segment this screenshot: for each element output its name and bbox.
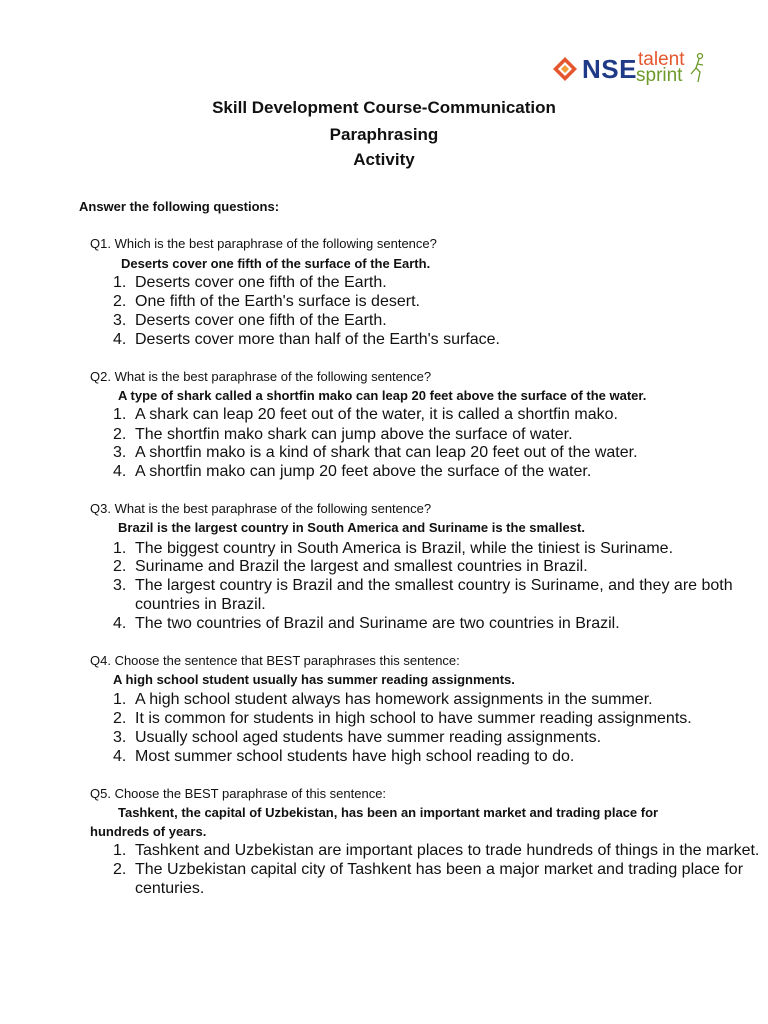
logo-nse-text: NSE <box>582 54 637 84</box>
question-sentence: Deserts cover one fifth of the surface of the Earth. <box>121 256 431 271</box>
logo-talent-text: talent <box>638 49 685 70</box>
document-section-title: Activity <box>353 150 415 169</box>
nse-talentsprint-logo <box>552 50 712 92</box>
logo-sprint-text: sprint <box>636 65 683 86</box>
question-prompt: Q1. Which is the best paraphrase of the following sentence? <box>90 236 437 251</box>
question-sentence: Brazil is the largest country in South America and Suriname is the smallest. <box>118 520 585 535</box>
question-prompt: Q2. What is the best paraphrase of the following sentence? <box>90 369 432 384</box>
question-sentence: A high school student usually has summer reading assignments. <box>113 672 515 687</box>
question-sentence: Tashkent, the capital of Uzbekistan, has been an important market and trading place for <box>118 805 659 820</box>
document-page: NSE talent sprint Skill Development Course-Communication Paraphrasing Activity Answer the following questions: Q1. Which is the best paraphrase of the following sentence? Deserts cover one fifth of the surface of the Earth. 1. Deserts cover one fifth of the Earth. 2. One fifth of the Earth's surface is desert. 3. Deserts cover one fifth of the Earth. 4. Deserts cover more than half of the Earth's surface. Q2. What is the best paraphrase of the following sentence? A type of shark called a shortfin mako can leap 20 feet above the surface of the water. 1. A shark can leap 20 feet out of the water, it is called a shortfin mako. 2. The shortfin mako shark can jump above the surface of water. 3. A shortfin mako is a kind of shark that can leap 20 feet out of the water. 4. A shortfin mako can jump 20 feet above the surface of the water. Q3. What is the best paraphrase of the following sentence? Brazil is the largest country in South America and Suriname is the smallest. 1. The biggest country in South America is Brazil, while the tiniest is Suriname. 2. Suriname and Brazil the largest and smallest countries in Brazil. 3. The largest country is Brazil and the smallest country is Suriname, and they are both countries in Brazil. 4. The two countries of Brazil and Suriname are two countries in Brazil. Q4. Choose the sentence that BEST paraphrases this sentence: A high school student usually has summer reading assignments. 1. A high school student always has homework assignments in the summer. 2. It is common for students in high school to have summer reading assignments. 3. Usually school aged students have summer reading assignments. 4. Most summer school students have high school reading to do. Q5. Choose the BEST paraphrase of this sentence: Tashkent, the capital of Uzbekistan, has been an important market and trading place for hundreds of years. 1. Tashkent and Uzbekistan are important places to trade hundreds of things in the market. 2. The Uzbekistan capital city of Tashkent has been a major market and trading place for centuries. <box>0 0 768 1024</box>
question-sentence: A type of shark called a shortfin mako can leap 20 feet above the surface of the water. <box>118 388 647 403</box>
question-prompt: Q3. What is the best paraphrase of the following sentence? <box>90 501 432 516</box>
document-subtitle: Paraphrasing <box>329 125 439 144</box>
question-sentence-continuation: hundreds of years. <box>90 824 207 839</box>
question-prompt: Q4. Choose the sentence that BEST paraphrases this sentence: <box>90 653 460 668</box>
instructions: Answer the following questions: <box>79 199 280 214</box>
runner-icon <box>688 52 708 86</box>
document-title: Skill Development Course-Communication <box>212 98 556 117</box>
question-prompt: Q5. Choose the BEST paraphrase of this sentence: <box>90 786 387 801</box>
nse-logo-mark-icon <box>552 56 578 82</box>
